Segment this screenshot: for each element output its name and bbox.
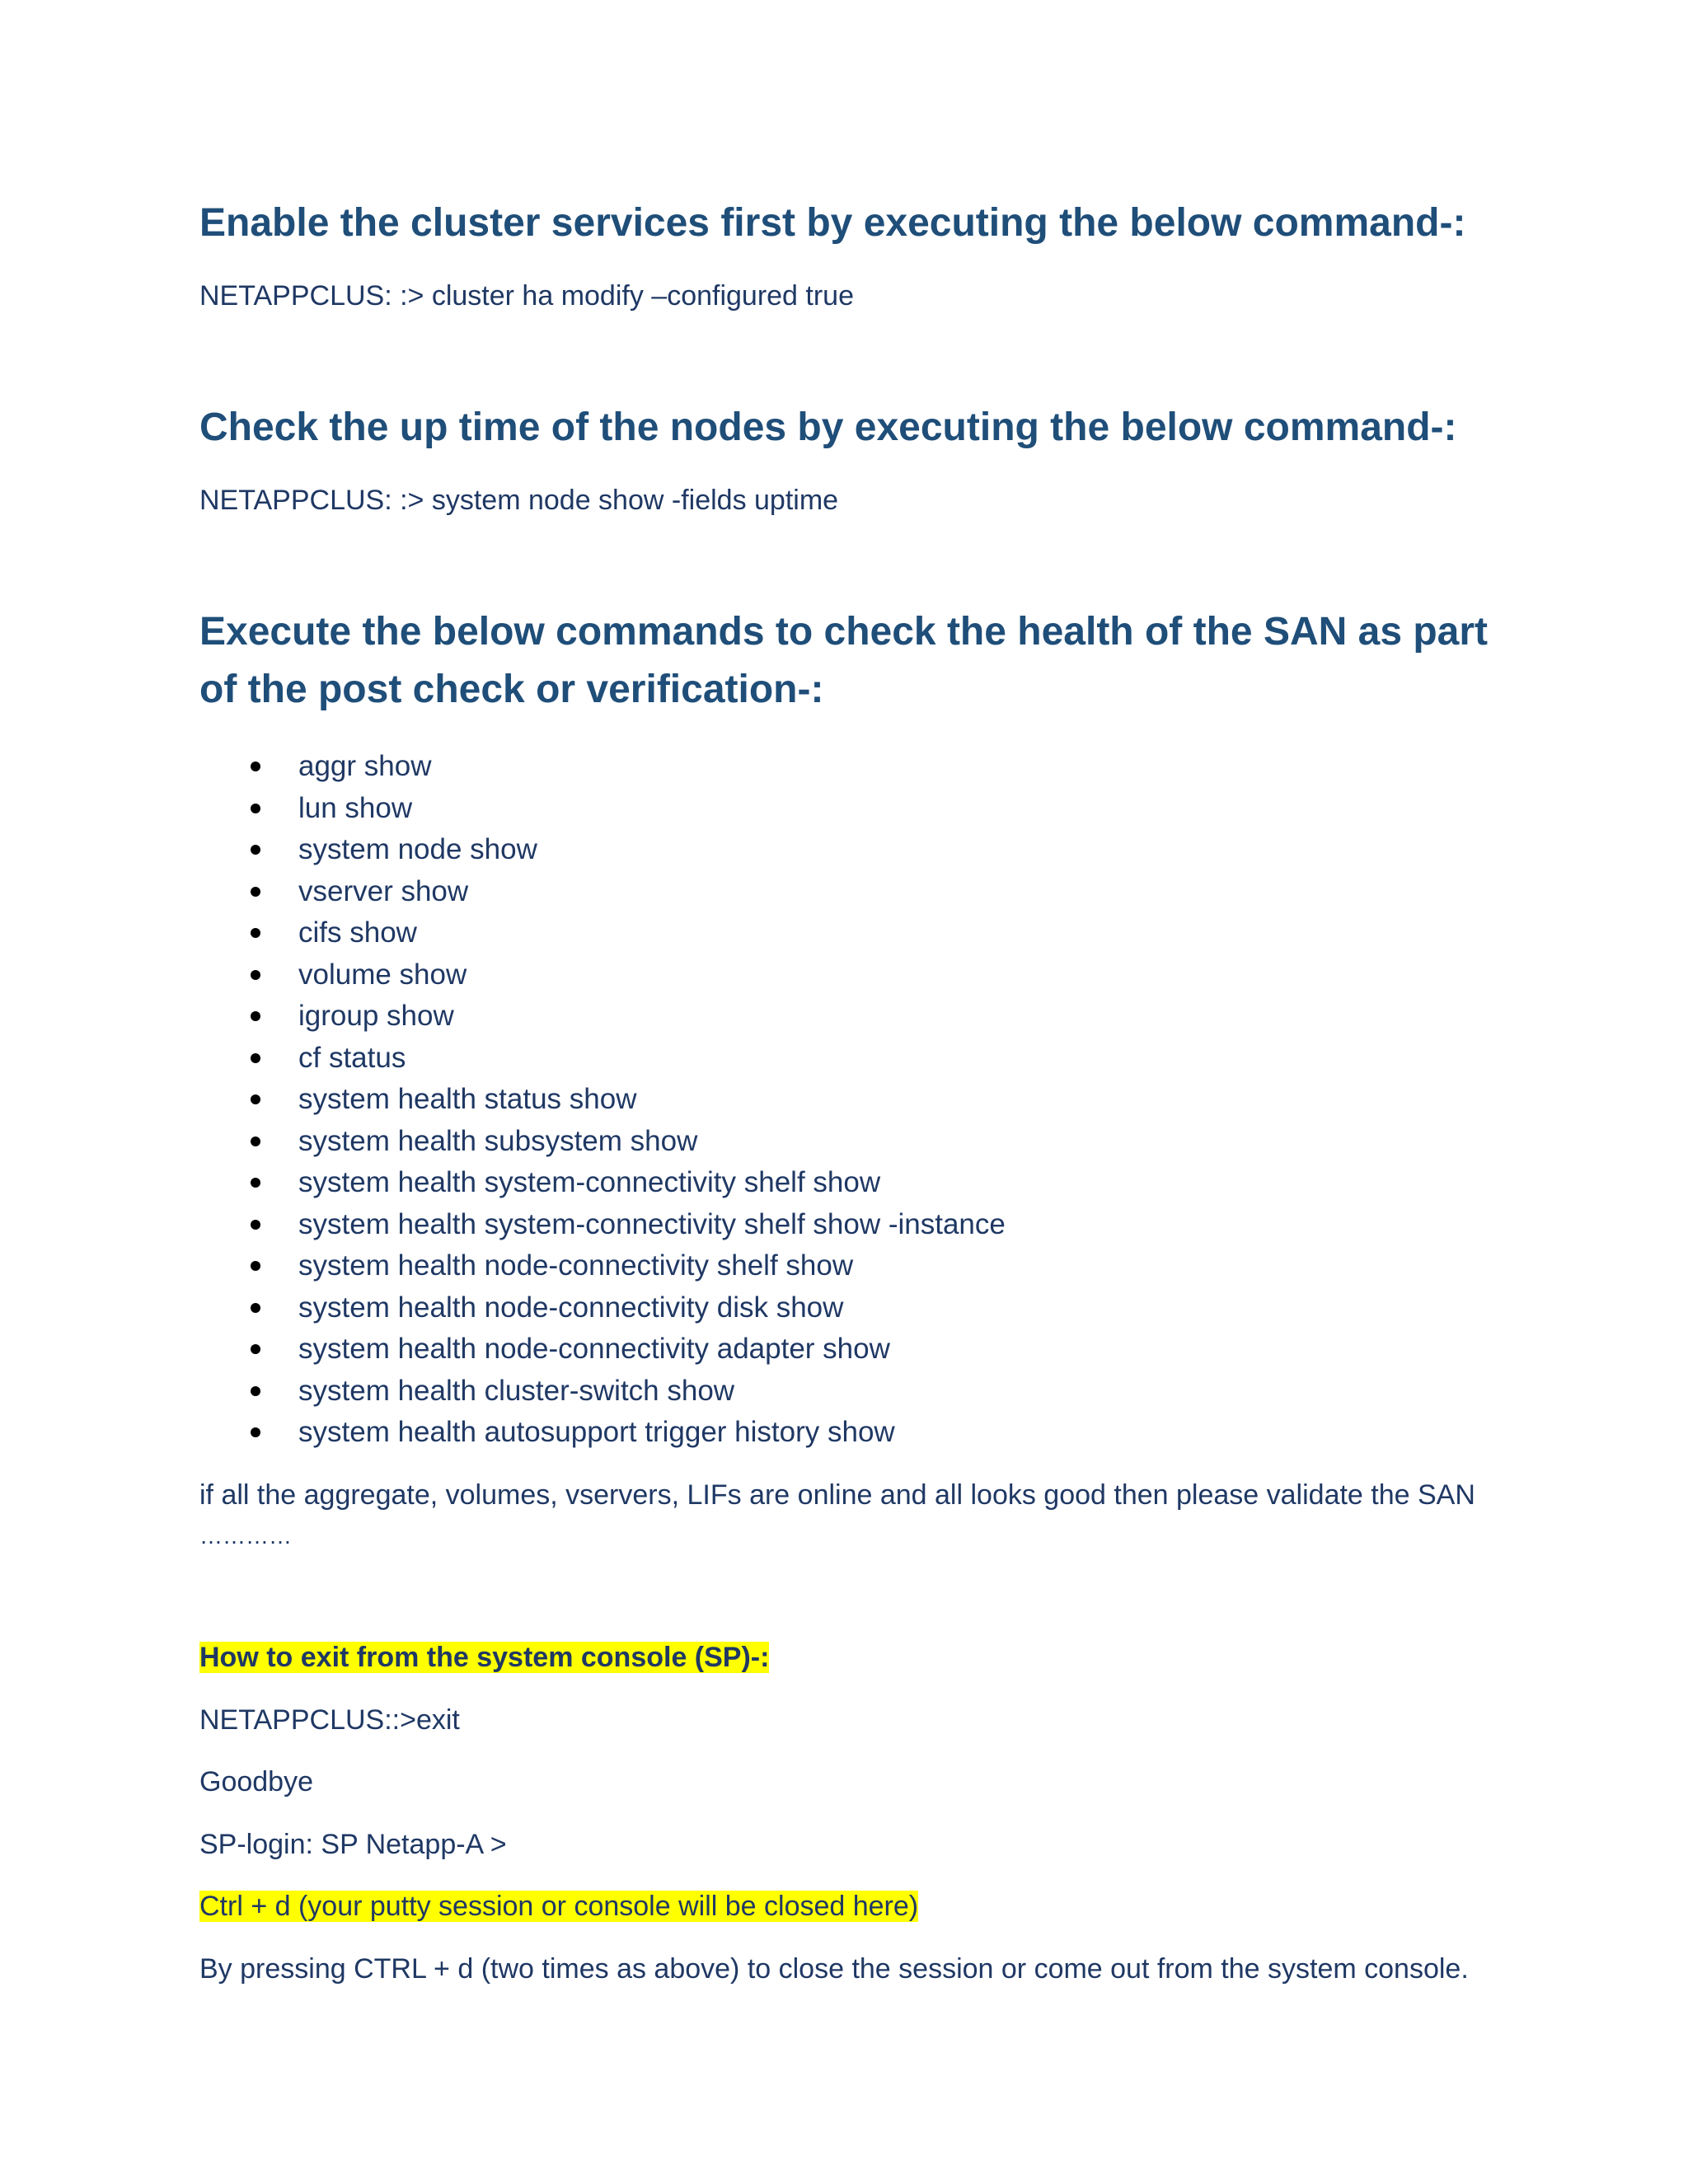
bullet-icon bbox=[251, 1094, 260, 1104]
list-item-text: system health subsystem show bbox=[298, 1124, 698, 1157]
list-item-text: system health node-connectivity adapter show bbox=[298, 1333, 890, 1365]
bullet-icon bbox=[251, 1386, 260, 1396]
list-item-text: system health node-connectivity disk show bbox=[298, 1291, 844, 1324]
list-item-text: aggr show bbox=[298, 750, 432, 782]
bullet-icon bbox=[251, 1261, 260, 1271]
bullet-icon bbox=[251, 1053, 260, 1063]
enable-cluster-heading: Enable the cluster services first by executing the below command-: bbox=[199, 201, 1466, 245]
exit-console-heading-text: How to exit from the system console (SP)-: bbox=[199, 1642, 770, 1673]
list-item-text: cifs show bbox=[298, 916, 417, 949]
bullet-icon bbox=[251, 762, 260, 771]
bullet-icon bbox=[251, 1344, 260, 1354]
uptime-heading: Check the up time of the nodes by executing the below command-: bbox=[199, 405, 1457, 449]
bullet-icon bbox=[251, 928, 260, 938]
ctrl-d-instruction bbox=[199, 1887, 918, 1925]
bullet-icon bbox=[251, 804, 260, 813]
goodbye-text: Goodbye bbox=[199, 1766, 313, 1797]
list-item-text: system health cluster-switch show bbox=[298, 1374, 735, 1407]
bullet-icon bbox=[251, 1427, 260, 1437]
list-item-text: system health autosupport trigger history show bbox=[298, 1416, 895, 1448]
list-item-text: system health system-connectivity shelf show bbox=[298, 1166, 881, 1198]
bullet-icon bbox=[251, 1303, 260, 1313]
validation-ellipsis: ………… bbox=[199, 1523, 292, 1549]
enable-cluster-command: NETAPPCLUS: :> cluster ha modify –configured true bbox=[199, 280, 855, 312]
ctrl-d-instruction-text: Ctrl + d (your putty session or console will be closed here) bbox=[199, 1891, 919, 1922]
list-item-text: system health status show bbox=[298, 1083, 637, 1115]
bullet-icon bbox=[251, 887, 260, 897]
exit-console-heading bbox=[199, 1638, 769, 1676]
bullet-icon bbox=[251, 1137, 260, 1146]
bullet-icon bbox=[251, 970, 260, 980]
health-check-heading-line-2: of the post check or verification-: bbox=[199, 668, 824, 711]
bullet-icon bbox=[251, 845, 260, 855]
uptime-command: NETAPPCLUS: :> system node show -fields uptime bbox=[199, 485, 839, 516]
closing-note: By pressing CTRL + d (two times as above) to close the session or come out from the system console. bbox=[199, 1953, 1469, 1985]
list-item-text: vserver show bbox=[298, 874, 469, 907]
list-item-text: system health system-connectivity shelf show -instance bbox=[298, 1207, 1006, 1240]
bullet-icon bbox=[251, 1011, 260, 1021]
list-item-text: igroup show bbox=[298, 1000, 454, 1032]
list-item-text: cf status bbox=[298, 1041, 406, 1074]
bullet-icon bbox=[251, 1220, 260, 1230]
list-item-text: volume show bbox=[298, 958, 467, 991]
list-item-text: system node show bbox=[298, 833, 537, 865]
health-check-heading-line-1: Execute the below commands to check the health of the SAN as part bbox=[199, 610, 1489, 654]
list-item-text: lun show bbox=[298, 791, 413, 824]
exit-command: NETAPPCLUS::>exit bbox=[199, 1704, 460, 1736]
sp-login-prompt: SP-login: SP Netapp-A > bbox=[199, 1829, 507, 1860]
bullet-icon bbox=[251, 1178, 260, 1188]
list-item-text: system health node-connectivity shelf show bbox=[298, 1249, 854, 1282]
validation-note: if all the aggregate, volumes, vservers, LIFs are online and all looks good then please validate the SAN bbox=[199, 1479, 1475, 1511]
